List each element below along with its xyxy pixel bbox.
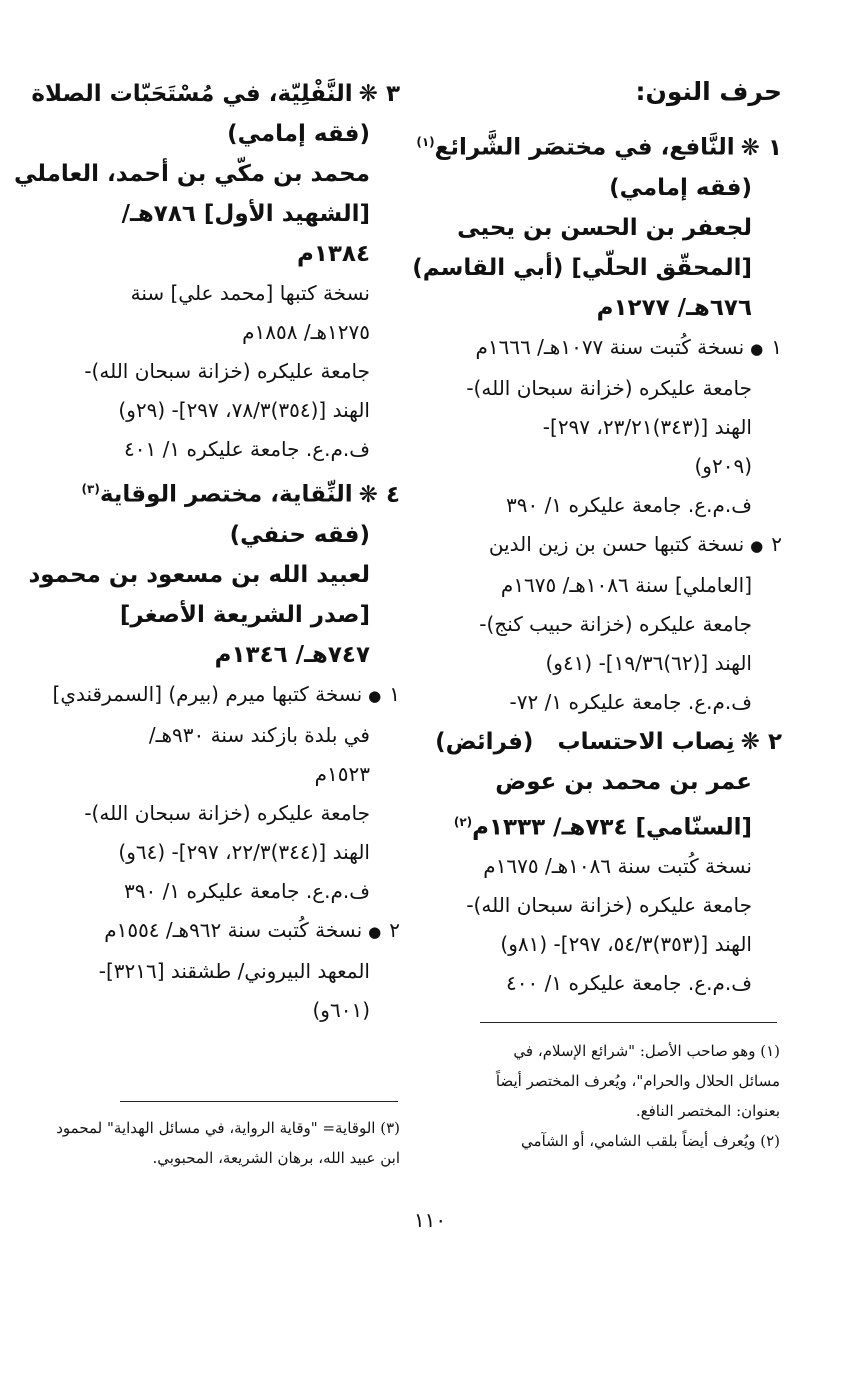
copy-2 [442,525,782,722]
copy-number: ٢ [771,531,782,556]
copy-line: ف.م.ع. جامعة عليكره ١/ ٧٢- [509,689,752,714]
copy-line: [العاملي] سنة ١٠٨٦هـ/ ١٦٧٥م [500,572,752,597]
copy-text: نسخة كتبها ميرم (بيرم) [السمرقندي] [52,681,363,706]
entry-author: لعبيد الله بن مسعود بن محمود [28,561,370,588]
entry-marker-icon: ❋ [358,81,378,107]
bullet-icon: ● [750,339,764,358]
copy-line: الهند [(٣٥٤)٧٨/٣، ٢٩٧]- (٢٩و) [118,398,370,422]
entry-title-line [435,722,782,762]
entry-field: (فقه إمامي) [609,174,752,201]
copy-1 [52,675,400,911]
copy-line: في بلدة بازكند سنة ٩٣٠هـ/ [148,722,370,747]
entry-author: [صدر الشريعة الأصغر] [119,601,370,628]
left-column [13,74,400,1030]
footnote-ref: (٣) [81,482,100,496]
footnotes-right [442,1036,780,1156]
copy-line: ف.م.ع. جامعة عليكره ١/ ٤٠٠ [506,971,752,996]
entry-marker-icon: ❋ [358,481,378,508]
copy-line: الهند [(٣٥٣)٥٤/٣، ٢٩٧]- (٨١و) [500,932,752,957]
bullet-icon: ● [368,686,382,705]
entry-author: محمد بن مكّي بن أحمد، العاملي [13,161,370,187]
entry-title: نِصاب الاحتساب [557,728,735,755]
copy-line: جامعة عليكره (خزانة سبحان الله)- [466,893,752,918]
entry-3 [13,74,400,469]
footnote-line: بعنوان: المختصر النافع. [635,1102,780,1120]
entry-title: النَّفْلِيّة، في مُسْتَحَبّات الصلاة [31,81,353,107]
entry-number: ٤ [385,481,400,508]
copy-text: نسخة كُتبت سنة ٩٦٢هـ/ ١٥٥٤م [104,917,363,942]
entry-1 [412,122,782,722]
entry-author-dates: ٧٤٧هـ/ ١٣٤٦م [214,641,370,668]
copy-first-line [52,675,400,716]
footnote-line: (٢) ويُعرف أيضاً بلقب الشامي، أو الشآمي [521,1132,780,1150]
right-column [412,70,782,1003]
entry-number: ١ [767,134,782,161]
copy-line: ف.م.ع. جامعة عليكره ١/ ٣٩٠ [506,492,752,517]
copy-text: نسخة كتبها حسن بن زين الدين [488,531,745,556]
copy-line: جامعة عليكره (خزانة سبحان الله)- [466,375,752,400]
copy-line: ف.م.ع. جامعة عليكره ١/ ٣٩٠ [124,878,370,903]
copy-number: ١ [389,681,400,706]
copy-first-line [442,328,782,369]
entry-title-line [31,74,400,114]
copy-1 [442,328,782,525]
copy-number: ٢ [389,917,400,942]
copy-line: ١٥٢٣م [314,761,370,786]
entry-marker-icon: ❋ [740,134,760,161]
footnote-line: ابن عبيد الله، برهان الشريعة، المحبوبي. [152,1149,400,1167]
copy-first-line [442,525,782,566]
footnotes-left [40,1113,400,1173]
copy-2 [58,911,400,1030]
copy-line: الهند [(٦٢)١٩/٣٦]- (٤١و) [545,650,752,675]
copy-line: الهند [(٣٤٣)٢٣/٢١، ٢٩٧]- [542,414,752,439]
entry-author-dates [442,802,782,848]
entry-4 [28,469,400,1030]
footnote-rule-right [480,1022,777,1023]
footnote-ref: (١) [416,135,435,149]
copy-line: (٦٠١و) [312,997,370,1022]
entry-author: [الشهيد الأول] ٧٨٦هـ/ [121,201,370,227]
entry-number: ٢ [767,728,782,755]
entry-author: [المحقّق الحلّي] (أبي القاسم) [412,254,752,281]
footnote-line: (٣) الوقاية= "وقاية الرواية، في مسائل الهداية" لمحمود [56,1119,400,1137]
copy-line: جامعة عليكره (خزانة حبيب كنج)- [479,611,752,636]
footnote-rule-left [120,1101,398,1102]
entry-2 [435,722,782,1004]
bullet-icon: ● [750,536,764,555]
entry-author-dates: ٦٧٦هـ/ ١٢٧٧م [596,294,752,321]
entry-title: النِّقاية، مختصر الوقاية [99,481,353,508]
footnote-line: (١) وهو صاحب الأصل: "شرائع الإسلام، في [513,1042,780,1060]
copy-line: نسخة كتبها [محمد علي] سنة [130,281,370,305]
author-name-dates: [السنّامي] ٧٣٤هـ/ ١٣٣٣م [472,814,752,841]
entry-field: (فقه إمامي) [227,121,370,147]
copy-line: الهند [(٣٤٤)٢٢/٣، ٢٩٧]- (٦٤و) [118,839,370,864]
entry-field: (فقه حنفي) [229,521,370,548]
bullet-icon: ● [368,922,382,941]
section-heading: حرف النون: [635,77,782,106]
entry-title: النَّافع، في مختصَر الشَّرائع [434,134,735,161]
copy-line: (٢٠٩و) [694,453,752,478]
footnote-ref: (٢) [453,814,473,829]
copy-line: المعهد البيروني/ طشقند [٣٢١٦]- [98,958,370,983]
copy-line: جامعة عليكره (خزانة سبحان الله)- [84,359,370,383]
copy-line: نسخة كُتبت سنة ١٠٨٦هـ/ ١٦٧٥م [483,854,752,879]
entry-marker-icon: ❋ [740,728,760,755]
copy-line: ١٢٧٥هـ/ ١٨٥٨م [242,320,370,344]
copy-line: ف.م.ع. جامعة عليكره ١/ ٤٠١ [124,437,370,461]
footnote-line: مسائل الحلال والحرام"، ويُعرف المختصر أيضاً [495,1072,780,1090]
copy-line: جامعة عليكره (خزانة سبحان الله)- [84,800,370,825]
copy-first-line [58,911,400,952]
entry-title-line [58,469,400,515]
entry-title-line [416,122,782,168]
entry-field: (فرائض) [435,728,534,755]
copy-number: ١ [771,334,782,359]
copy-text: نسخة كُتبت سنة ١٠٧٧هـ/ ١٦٦٦م [475,334,745,359]
entry-author-dates: ١٣٨٤م [296,241,370,267]
entry-number: ٣ [385,81,400,107]
entry-author: عمر بن محمد بن عوض [495,768,752,795]
entry-author: لجعفر بن الحسن بن يحيى [457,214,752,241]
page-number: ١١٠ [413,1208,447,1232]
